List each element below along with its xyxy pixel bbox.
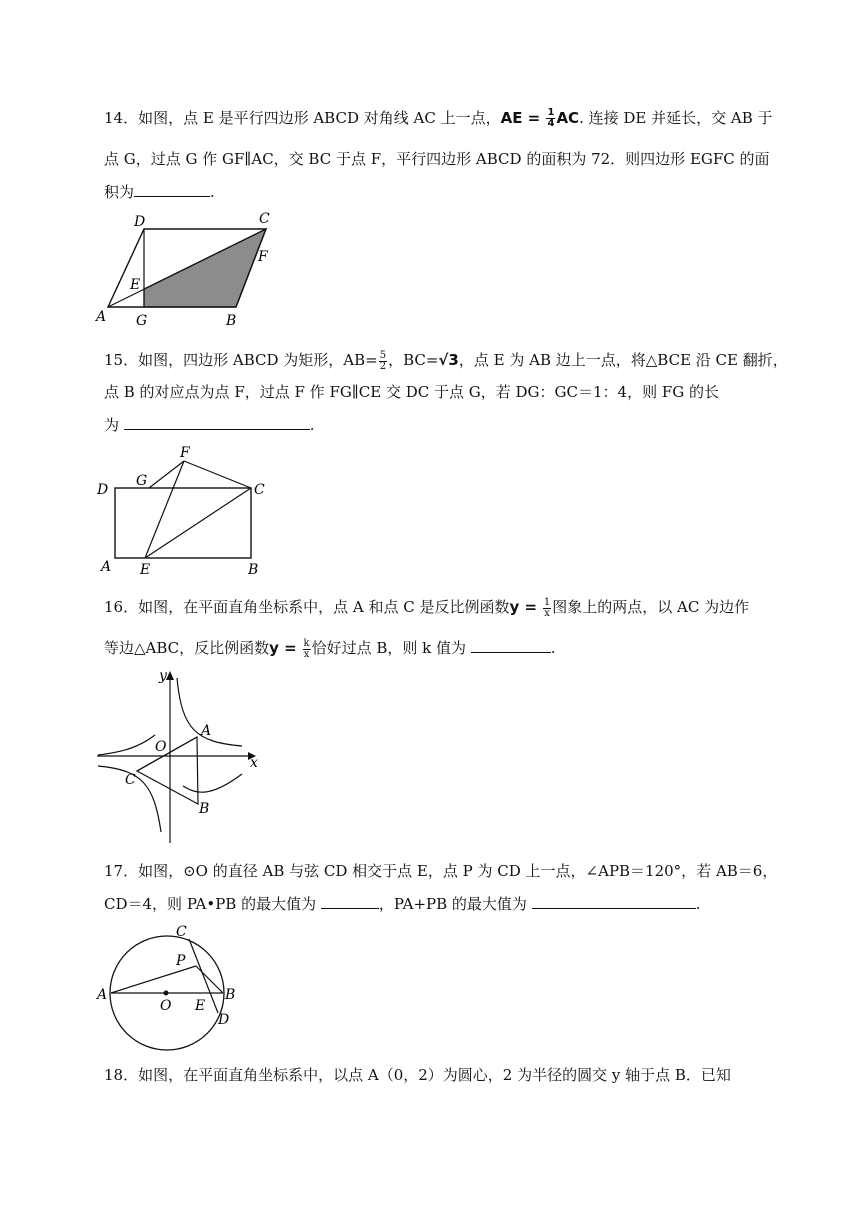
q16-fraction-k-over-x: $\frac{k}{x}$ <box>303 637 310 660</box>
q15-label-F: F <box>180 445 190 461</box>
q17-line1: 17．如图，⊙O 的直径 AB 与弦 CD 相交于点 E，点 P 为 CD 上一点，∠APB＝120°，若 AB＝6， <box>104 862 778 880</box>
q16-line1: 16．如图，在平面直角坐标系中，点 A 和点 C 是反比例函数y = $\frac{1}{x}$ 图象上的两点，以 AC 为边作 <box>104 596 750 619</box>
q14-line1: 14．如图，点 E 是平行四边形 ABCD 对角线 AC 上一点，AE = $\frac{1}{4}$ AC. 连接 DE 并延长，交 AB 于 <box>104 107 773 129</box>
q16-label-y: y <box>159 668 167 684</box>
q14-line2: 点 G，过点 G 作 GF∥AC，交 BC 于点 F，平行四边形 ABCD 的面积为 72．则四边形 EGFC 的面 <box>104 150 770 168</box>
q15-label-E: E <box>140 562 151 578</box>
q16-label-A: A <box>201 723 212 739</box>
q16-label-C: C <box>125 772 136 788</box>
q14-label-C: C <box>259 211 270 227</box>
q17-label-O: O <box>160 998 172 1014</box>
q14-label-E: E <box>130 277 141 293</box>
q16-fraction-1-over-x: $\frac{1}{x}$ <box>543 596 551 619</box>
q14-line3: 积为 . <box>104 183 215 201</box>
q17-label-P: P <box>176 953 186 969</box>
q15-label-B: B <box>248 562 259 578</box>
q14-label-F: F <box>258 249 268 265</box>
q16-label-O: O <box>155 739 167 755</box>
q14-fraction: $\frac{1}{4}$ <box>547 107 555 129</box>
q15-label-D: D <box>97 482 109 498</box>
q14-label-D: D <box>134 214 146 230</box>
q15-line3: 为 . <box>104 416 315 434</box>
q14-label-G: G <box>136 313 148 329</box>
q17-label-B: B <box>225 987 236 1003</box>
q15-label-G: G <box>136 473 148 489</box>
q14-expression: AE = $\frac{1}{4}$ AC <box>500 107 580 129</box>
q16-line2: 等边△ABC，反比例函数y = $\frac{k}{x}$ 恰好过点 B，则 k 值为 . <box>104 637 556 660</box>
q14-label-A: A <box>96 309 107 325</box>
q16-label-B: B <box>199 801 210 817</box>
q17-label-E: E <box>195 998 206 1014</box>
q18-line1: 18．如图，在平面直角坐标系中，以点 A（0，2）为圆心，2 为半径的圆交 y 轴于点 B．已知 <box>104 1066 731 1084</box>
q15-label-C: C <box>254 482 265 498</box>
q15-line1: 15．如图，四边形 ABCD 为矩形，AB= $\frac{5}{2}$ ，BC=√3，点 E 为 AB 边上一点，将△BCE 沿 CE 翻折， <box>104 349 788 372</box>
q15-line2: 点 B 的对应点为点 F，过点 F 作 FG∥CE 交 DC 于点 G，若 DG：GC＝1：4，则 FG 的长 <box>104 383 720 401</box>
q14-label-B: B <box>226 313 237 329</box>
q16-label-x: x <box>250 755 258 771</box>
q17-label-D: D <box>218 1012 230 1028</box>
q15-sqrt3: √3 <box>438 351 459 369</box>
q17-line2: CD＝4，则 PA•PB 的最大值为 ，PA+PB 的最大值为 . <box>104 895 701 913</box>
q15-ab-fraction: $\frac{5}{2}$ <box>379 349 387 372</box>
q15-label-A: A <box>101 559 112 575</box>
q17-label-C: C <box>176 924 187 940</box>
q17-label-A: A <box>97 987 108 1003</box>
